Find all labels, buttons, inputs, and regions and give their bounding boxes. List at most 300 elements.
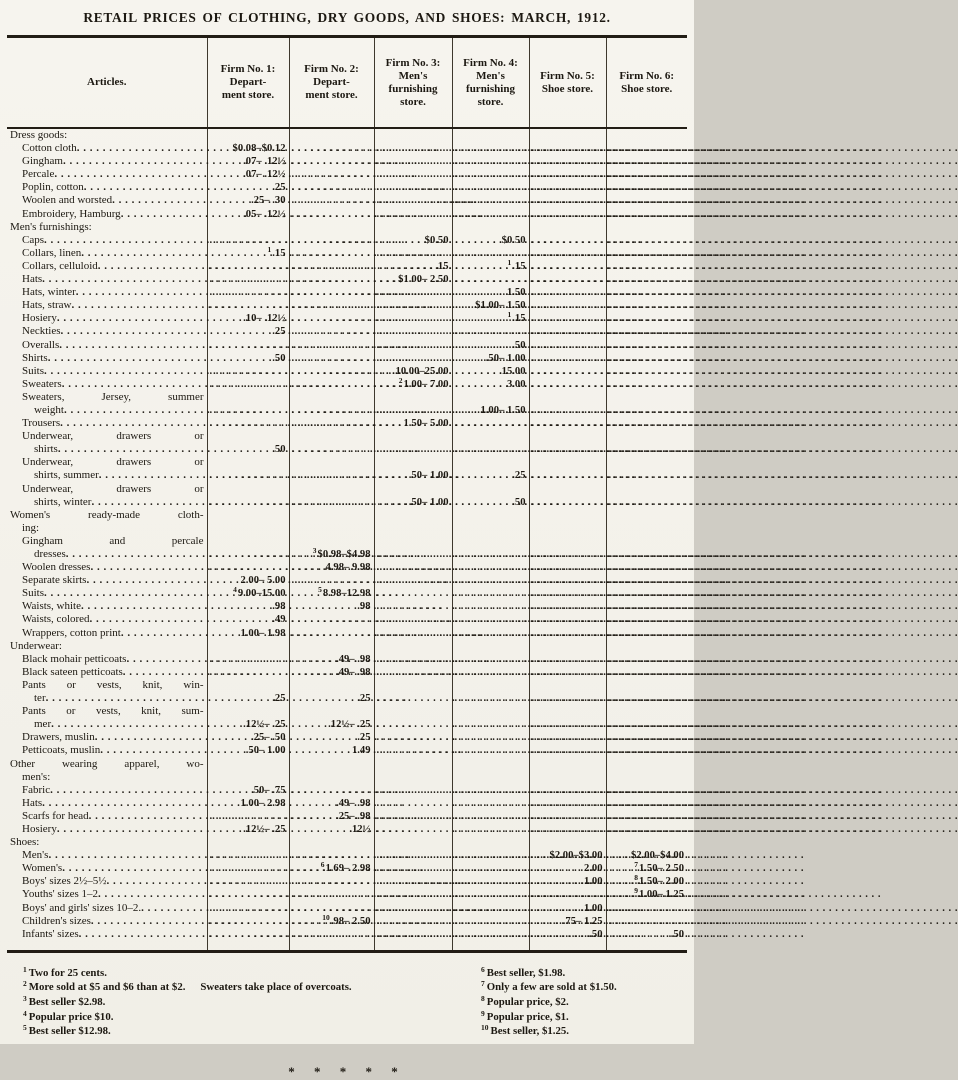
blank-cell — [374, 640, 452, 653]
table-row — [7, 810, 687, 823]
section-name-line: Men's furnishings: — [10, 220, 92, 233]
dot-filler — [532, 496, 605, 509]
price-cell — [529, 365, 606, 378]
dot-filler — [377, 574, 451, 587]
article-label-text: Gingham — [22, 155, 63, 168]
dot-leader — [42, 273, 206, 286]
dot-filler — [377, 181, 451, 194]
article-label-text: mer — [34, 718, 52, 731]
dot-filler — [377, 168, 451, 181]
price-cell — [529, 679, 606, 705]
dot-leader — [58, 443, 207, 456]
price-cell — [529, 705, 606, 731]
price-cell — [289, 194, 374, 207]
price-cell — [374, 587, 452, 600]
price-cell — [452, 862, 529, 875]
footnote-ref: 4 — [233, 585, 237, 595]
price-cell — [606, 286, 687, 299]
footnote-ref: 3 — [312, 546, 317, 555]
price-cell — [452, 744, 529, 757]
price-cell — [289, 155, 374, 168]
dot-filler — [609, 613, 687, 626]
price-cell — [207, 273, 289, 286]
price-cell — [529, 155, 606, 168]
blank-cell — [207, 836, 289, 849]
footnote: $^5$ Best seller $12.98. — [23, 1023, 111, 1038]
header-line: store. — [400, 95, 426, 108]
article-label-text: Neckties — [22, 325, 61, 338]
dot-leader — [62, 378, 207, 391]
dot-filler — [210, 810, 288, 823]
footnote: $^7$ Only a few are sold at $1.50. — [481, 979, 617, 994]
dot-filler — [292, 155, 373, 168]
table-row — [7, 797, 687, 810]
price-cell: .25 — [289, 731, 374, 744]
price-cell — [207, 915, 289, 928]
price-cell — [529, 430, 606, 456]
price-cell — [452, 849, 529, 862]
section-name-line: men's: — [22, 770, 51, 783]
price-cell — [289, 208, 374, 221]
dot-filler — [532, 273, 605, 286]
dot-filler — [532, 168, 605, 181]
price-cell — [606, 483, 687, 509]
article-label-cell — [7, 731, 207, 744]
dot-filler — [609, 496, 687, 509]
table-row — [7, 391, 687, 417]
dot-leader — [50, 784, 206, 797]
price-cell — [374, 247, 452, 260]
dot-filler — [455, 915, 528, 928]
price-cell — [452, 823, 529, 836]
blank-cell — [529, 836, 606, 849]
dot-filler — [609, 404, 687, 417]
dot-filler — [532, 888, 605, 901]
price-cell — [529, 561, 606, 574]
dot-filler — [377, 666, 451, 679]
footnote-number: 7 — [481, 979, 485, 989]
price-cell: .50– 1.00 — [374, 483, 452, 509]
price-cell — [207, 456, 289, 482]
article-label-cell — [7, 561, 207, 574]
article-label-line: Pants or vests, knit, sum- — [22, 705, 204, 718]
article-label-text: Trousers — [22, 417, 61, 430]
dot-filler — [609, 731, 687, 744]
dot-filler — [609, 561, 687, 574]
blank-cell — [289, 836, 374, 849]
dot-filler — [377, 548, 451, 561]
dot-filler — [532, 443, 605, 456]
section-name-line: Shoes: — [10, 836, 40, 849]
dot-leader — [98, 260, 207, 273]
price-cell — [207, 561, 289, 574]
article-label-line: Pants or vests, knit, win- — [22, 678, 204, 691]
dot-filler — [532, 600, 605, 613]
dot-filler — [609, 653, 687, 666]
header-line: Firm No. 1: — [220, 63, 276, 75]
dot-filler — [455, 797, 528, 810]
footnote: $^4$ Popular price $10. — [23, 1008, 114, 1023]
footnote: $^6$ Best seller, $1.98. — [481, 964, 566, 979]
price-cell — [606, 181, 687, 194]
price-cell — [289, 168, 374, 181]
dot-filler — [292, 325, 373, 338]
article-label-line — [9, 325, 207, 338]
dot-filler — [609, 443, 687, 456]
dot-leader — [89, 810, 207, 823]
article-label-line — [9, 365, 207, 378]
dot-filler — [455, 849, 528, 862]
dot-filler — [292, 613, 373, 626]
blank-cell — [207, 640, 289, 653]
header-line: Shoe store. — [541, 82, 594, 95]
dot-leader — [51, 718, 206, 731]
price-cell — [289, 784, 374, 797]
price-cell — [374, 155, 452, 168]
price-cell — [452, 705, 529, 731]
table-row — [7, 705, 687, 731]
price-cell — [452, 155, 529, 168]
price-cell — [452, 561, 529, 574]
dot-filler — [455, 862, 528, 875]
footnote-number: 1 — [23, 964, 27, 974]
price-cell — [374, 823, 452, 836]
footnote-ref: 5 — [318, 585, 322, 595]
price-cell — [606, 810, 687, 823]
price-cell — [289, 417, 374, 430]
dot-filler — [532, 286, 605, 299]
table-row — [7, 627, 687, 640]
price-cell — [606, 915, 687, 928]
price-cell: 1.00– 2.98 — [207, 797, 289, 810]
price-cell — [529, 888, 606, 901]
dot-filler — [292, 273, 373, 286]
dot-leader — [100, 744, 206, 757]
dot-filler — [377, 862, 451, 875]
price-cell: $^1$.15 — [452, 312, 529, 325]
price-cell — [529, 587, 606, 600]
dot-filler — [292, 378, 373, 391]
price-cell — [606, 666, 687, 679]
dot-filler — [292, 208, 373, 221]
price-cell — [374, 194, 452, 207]
header-line: Firm No. 2: — [304, 63, 359, 75]
footnote-number: 8 — [481, 994, 485, 1003]
table-row — [7, 587, 687, 600]
blank-cell — [529, 221, 606, 234]
article-label-cell — [7, 613, 207, 626]
article-label-text: Collars, celluloid — [22, 259, 98, 272]
article-label-line — [9, 915, 207, 928]
dot-filler — [532, 666, 605, 679]
table-row — [7, 208, 687, 221]
price-cell — [606, 744, 687, 757]
price-cell — [452, 168, 529, 181]
header-line: ment store. — [221, 89, 275, 101]
dot-filler — [377, 600, 451, 613]
price-cell — [374, 862, 452, 875]
dot-filler — [292, 194, 373, 207]
dot-filler — [532, 194, 605, 207]
dot-filler — [609, 469, 687, 482]
price-cell — [289, 339, 374, 352]
article-label-text: Wrappers, cotton print — [22, 626, 121, 639]
price-cell — [207, 535, 289, 561]
article-label-text: Hosiery — [22, 312, 57, 325]
price-cell: .12½ — [289, 823, 374, 836]
blank-cell — [289, 758, 374, 784]
price-cell — [289, 627, 374, 640]
footnote-ref: 6 — [320, 860, 325, 870]
article-label-line — [9, 469, 207, 482]
article-label-cell — [7, 587, 207, 600]
table-row — [7, 679, 687, 705]
table-row — [7, 600, 687, 613]
price-cell — [289, 456, 374, 482]
price-cell: .10– .12½ — [207, 312, 289, 325]
price-cell: .50 — [207, 352, 289, 365]
price-cell — [606, 430, 687, 456]
price-cell — [606, 194, 687, 207]
blank-cell — [452, 640, 529, 653]
article-label-text: Sweaters — [22, 377, 62, 390]
footnote: $^9$ Popular price, $1. — [481, 1008, 569, 1023]
dot-filler — [292, 784, 373, 797]
table-row — [7, 902, 687, 915]
price-cell — [529, 247, 606, 260]
blank-cell — [452, 758, 529, 784]
dot-filler — [455, 875, 528, 888]
price-cell — [289, 247, 374, 260]
price-cell — [606, 299, 687, 312]
price-cell — [452, 613, 529, 626]
dot-filler — [532, 142, 605, 155]
dot-filler — [377, 312, 451, 325]
price-cell — [207, 666, 289, 679]
dot-filler — [377, 797, 451, 810]
price-cell — [606, 365, 687, 378]
dot-filler — [609, 692, 687, 705]
article-label-cell — [7, 784, 207, 797]
price-cell — [452, 325, 529, 338]
article-label-line — [9, 875, 207, 888]
price-cell — [374, 810, 452, 823]
header-line: ment store. — [305, 89, 358, 101]
article-label-line — [9, 286, 207, 299]
article-label-line — [9, 142, 207, 155]
article-label-cell — [7, 823, 207, 836]
price-cell — [374, 653, 452, 666]
price-cell — [606, 574, 687, 587]
article-label-cell — [7, 273, 207, 286]
price-cell: .05– .12½ — [207, 208, 289, 221]
dot-filler — [609, 378, 687, 391]
price-cell — [374, 797, 452, 810]
dot-filler — [210, 404, 288, 417]
dot-filler — [210, 666, 288, 679]
article-label-text: Embroidery, Hamburg — [22, 207, 121, 220]
section-name-line: Women's ready-made cloth- — [10, 508, 204, 521]
price-cell — [529, 273, 606, 286]
footnote-number: 4 — [23, 1008, 27, 1018]
blank-cell — [374, 758, 452, 784]
table-row — [7, 352, 687, 365]
article-label-text: ter — [34, 692, 46, 705]
price-cell — [529, 574, 606, 587]
table-row — [7, 823, 687, 836]
article-label-cell — [7, 378, 207, 391]
article-label-line — [9, 561, 207, 574]
blank-cell — [374, 509, 452, 535]
price-cell — [606, 378, 687, 391]
price-cell: $^1$.15 — [452, 260, 529, 273]
article-label-line — [9, 587, 207, 600]
table-body — [7, 128, 687, 951]
price-cell — [289, 902, 374, 915]
price-cell — [452, 181, 529, 194]
price-cell — [374, 181, 452, 194]
footnotes-left — [23, 966, 481, 1039]
price-cell: $^7$1.50– 2.50 — [606, 862, 687, 875]
footnote-ref: 9 — [634, 886, 638, 896]
dot-filler — [609, 168, 687, 181]
article-label-line: Underwear, drawers or — [22, 430, 204, 443]
article-label-cell — [7, 666, 207, 679]
article-label-cell — [7, 286, 207, 299]
dot-filler — [532, 339, 605, 352]
section-header-row — [7, 758, 687, 784]
price-table — [7, 35, 687, 953]
section-header-row — [7, 221, 687, 234]
col-header-firm-4 — [452, 37, 529, 129]
blank-cell — [452, 221, 529, 234]
article-label-cell — [7, 352, 207, 365]
price-cell: 1.00– 1.50 — [452, 391, 529, 417]
dot-leader — [121, 627, 207, 640]
price-cell — [606, 627, 687, 640]
article-label-text: Women's — [22, 862, 63, 875]
price-cell — [452, 417, 529, 430]
dot-filler — [455, 613, 528, 626]
dot-filler — [377, 561, 451, 574]
table-header — [7, 37, 687, 129]
dot-filler — [377, 718, 451, 731]
dot-filler — [609, 784, 687, 797]
price-cell — [374, 928, 452, 952]
footer-asterisks: * * * * * — [288, 1063, 406, 1079]
price-cell: $^4$9.00–15.00 — [207, 587, 289, 600]
dot-filler — [532, 627, 605, 640]
price-cell — [529, 378, 606, 391]
article-label-line — [9, 731, 207, 744]
article-label-text: Hats — [22, 796, 43, 809]
table-row — [7, 875, 687, 888]
dot-filler — [532, 561, 605, 574]
dot-filler — [210, 339, 288, 352]
table-row — [7, 915, 687, 928]
article-label-text: Caps — [22, 233, 44, 246]
article-label-text: Hats — [22, 273, 43, 286]
article-label-line — [9, 339, 207, 352]
article-label-text: Drawers, muslin — [22, 731, 95, 744]
section-name-line: ing: — [22, 521, 40, 534]
article-label-line — [9, 810, 207, 823]
header-line: Articles. — [87, 76, 127, 88]
price-cell — [606, 653, 687, 666]
blank-cell — [452, 836, 529, 849]
price-cell: 1.00– 1.98 — [207, 627, 289, 640]
dot-filler — [292, 234, 373, 247]
price-cell: .07– .12½ — [207, 168, 289, 181]
dot-filler — [292, 928, 373, 941]
col-header-firm-5 — [529, 37, 606, 129]
price-cell — [289, 378, 374, 391]
dot-filler — [532, 823, 605, 836]
table-row — [7, 561, 687, 574]
dot-filler — [455, 810, 528, 823]
dot-filler — [532, 587, 605, 600]
header-line: Firm No. 4: — [463, 56, 518, 69]
price-cell — [529, 417, 606, 430]
price-cell: $^3$\$0.98–$4.98 — [289, 535, 374, 561]
price-cell — [289, 483, 374, 509]
dot-filler — [532, 260, 605, 273]
article-label-text: Infants' sizes — [22, 927, 79, 940]
dot-filler — [455, 600, 528, 613]
dot-filler — [377, 443, 451, 456]
price-cell — [374, 600, 452, 613]
article-label-line — [9, 862, 207, 875]
article-label-text: Fabric — [22, 783, 51, 796]
dot-filler — [609, 823, 687, 836]
article-label-text: Percale — [22, 168, 55, 181]
article-label-cell — [7, 483, 207, 509]
dot-leader — [64, 404, 207, 417]
dot-leader — [76, 286, 207, 299]
dot-filler — [292, 443, 373, 456]
dot-filler — [609, 902, 687, 915]
table-row — [7, 417, 687, 430]
dot-filler — [292, 142, 373, 155]
dot-filler — [377, 875, 451, 888]
price-cell — [529, 744, 606, 757]
dot-filler — [455, 653, 528, 666]
article-label-cell — [7, 234, 207, 247]
table-row — [7, 194, 687, 207]
price-cell — [529, 234, 606, 247]
table-row — [7, 613, 687, 626]
article-label-text: Poplin, cotton — [22, 181, 84, 194]
dot-filler — [455, 574, 528, 587]
price-cell — [606, 339, 687, 352]
article-label-cell — [7, 168, 207, 181]
dot-filler — [455, 208, 528, 221]
dot-leader — [91, 496, 206, 509]
price-cell — [207, 862, 289, 875]
price-cell — [207, 234, 289, 247]
dot-filler — [532, 208, 605, 221]
price-cell: .25– .30 — [207, 194, 289, 207]
article-label-text: shirts, winter — [34, 495, 92, 508]
footnote-ref: 1 — [507, 257, 512, 267]
article-label-cell — [7, 888, 207, 901]
dot-filler — [292, 181, 373, 194]
dot-filler — [292, 260, 373, 273]
article-label-text: shirts — [34, 443, 58, 456]
price-cell — [207, 378, 289, 391]
price-cell — [289, 312, 374, 325]
price-cell — [374, 299, 452, 312]
